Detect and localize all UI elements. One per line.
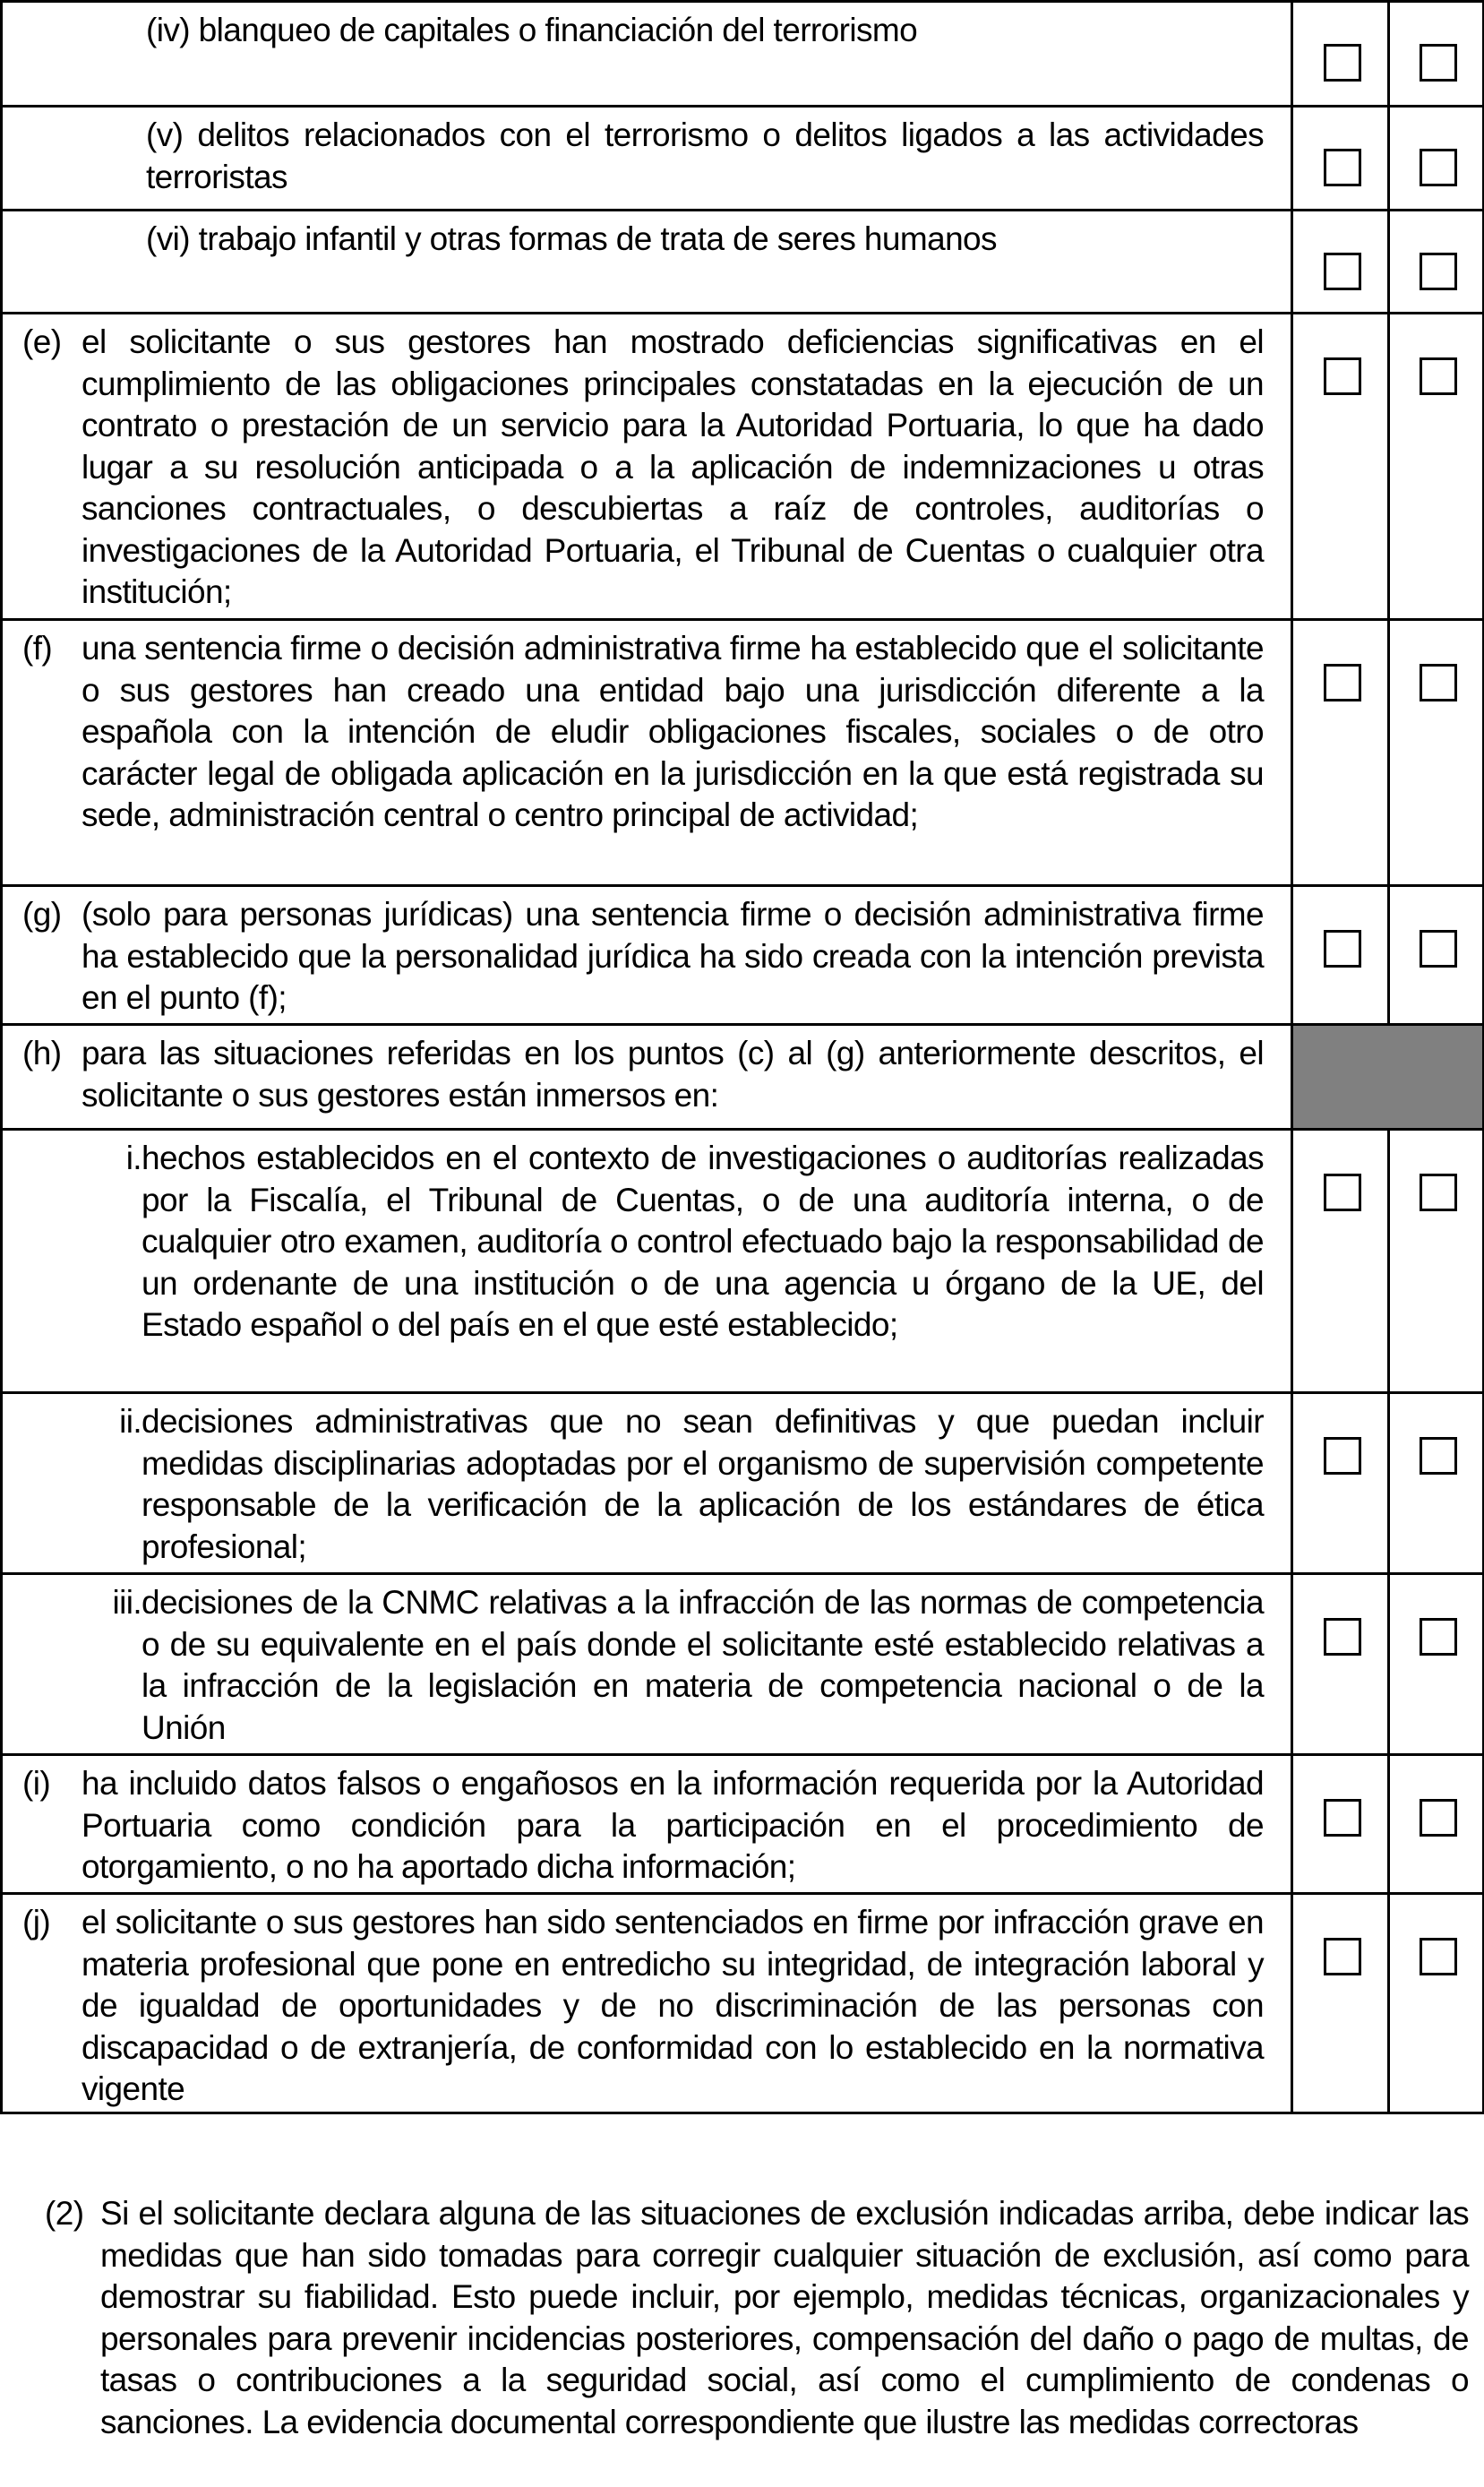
yes-cell [1292, 886, 1389, 1025]
yes-cell [1292, 620, 1389, 886]
no-checkbox[interactable] [1420, 1799, 1457, 1837]
yes-cell [1292, 107, 1389, 211]
row-label: (j) [22, 1904, 51, 1941]
row-text: delitos relacionados con el terrorismo o delitos ligados a las actividades terroristas [146, 116, 1264, 195]
row-text: hechos establecidos en el contexto de investigaciones o auditorías realizadas por la Fiscalía, el Tribunal de Cuentas, o de una auditoría interna, o de cualquier otro examen, auditoría o control efectuado bajo la responsabilidad de un ordenante de una institución o de una agencia u órgano de la UE, del Estado español o del país en el que esté establecido; [142, 1140, 1264, 1343]
no-cell [1389, 1130, 1484, 1393]
paragraph-label: (2) [45, 2195, 84, 2232]
no-checkbox[interactable] [1420, 149, 1457, 186]
row-text-cell [2, 314, 1292, 620]
row-label: (i) [22, 1765, 51, 1802]
no-checkbox[interactable] [1420, 253, 1457, 290]
no-cell [1389, 107, 1484, 211]
row-text-cell [2, 2, 1292, 107]
row-text: ha incluido datos falsos o engañosos en la información requerida por la Autoridad Portuaria como condición para la participación en el procedimiento de otorgamiento, o no ha aportado dicha información; [81, 1765, 1264, 1885]
table-row [2, 1130, 1484, 1393]
paragraph-text: Si el solicitante declara alguna de las situaciones de exclusión indicadas arriba, debe indicar las medidas que han sido tomadas para corregir cualquier situación de exclusión, así como para demostrar su fiabilidad. Esto puede incluir, por ejemplo, medidas técnicas, organizacionales y personales para prevenir incidencias posteriores, compensación del daño o pago de multas, de tasas o contribuciones a la seguridad social, así como el cumplimiento de condenas o sanciones. La evidencia documental correspondiente que ilustre las medidas correctoras [100, 2195, 1469, 2440]
no-checkbox[interactable] [1420, 1618, 1457, 1656]
table-row [2, 1025, 1484, 1130]
yes-cell [1292, 1393, 1389, 1574]
row-label: (h) [22, 1035, 62, 1071]
yes-checkbox[interactable] [1324, 1437, 1361, 1475]
yes-checkbox[interactable] [1324, 1938, 1361, 1975]
yes-checkbox[interactable] [1324, 1174, 1361, 1211]
row-text-cell [2, 1574, 1292, 1755]
yes-checkbox[interactable] [1324, 44, 1361, 82]
no-checkbox[interactable] [1420, 930, 1457, 968]
shaded-cell [1292, 1025, 1484, 1130]
no-cell [1389, 2, 1484, 107]
no-cell [1389, 1894, 1484, 2113]
table-row [2, 886, 1484, 1025]
table-row [2, 211, 1484, 314]
row-label: (f) [22, 630, 53, 667]
no-checkbox[interactable] [1420, 664, 1457, 701]
table-row [2, 107, 1484, 211]
row-text-cell [2, 1130, 1292, 1393]
yes-checkbox[interactable] [1324, 253, 1361, 290]
row-label: iii. [112, 1584, 142, 1621]
table-row [2, 1894, 1484, 2113]
row-text-cell [2, 211, 1292, 314]
row-text: el solicitante o sus gestores han sido sentenciados en firme por infracción grave en materia profesional que pone en entredicho su integridad, de integración laboral y de igualdad de oportunidades y de no discriminación de las personas con discapacidad o de extranjería, de conformidad con lo establecido en la normativa vigente [81, 1904, 1264, 2107]
row-text: blanqueo de capitales o financiación del terrorismo [198, 12, 918, 48]
no-checkbox[interactable] [1420, 1174, 1457, 1211]
no-cell [1389, 211, 1484, 314]
yes-checkbox[interactable] [1324, 930, 1361, 968]
row-text: trabajo infantil y otras formas de trata de seres humanos [198, 220, 997, 257]
row-text-cell [2, 620, 1292, 886]
no-checkbox[interactable] [1420, 1938, 1457, 1975]
table-row [2, 1393, 1484, 1574]
row-label: (g) [22, 896, 62, 933]
row-text: el solicitante o sus gestores han mostrado deficiencias significativas en el cumplimiento de las obligaciones principales constatadas en la ejecución de un contrato o prestación de un servicio para la Autoridad Portuaria, lo que ha dado lugar a su resolución anticipada o a la aplicación de indemnizaciones u otras sanciones contractuales, o descubiertas a raíz de controles, auditorías o investigaciones de la Autoridad Portuaria, el Tribunal de Cuentas o cualquier otra institución; [81, 323, 1264, 610]
remedial-measures-paragraph [45, 2193, 1469, 2443]
yes-cell [1292, 1574, 1389, 1755]
row-text-cell [2, 107, 1292, 211]
yes-cell [1292, 1894, 1389, 2113]
row-text: decisiones de la CNMC relativas a la infracción de las normas de competencia o de su equivalente en el país donde el solicitante esté establecido relativas a la infracción de la legislación en materia de competencia nacional o de la Unión [142, 1584, 1264, 1746]
table-row [2, 1574, 1484, 1755]
yes-cell [1292, 314, 1389, 620]
table-row [2, 314, 1484, 620]
row-text-cell [2, 886, 1292, 1025]
row-label: (vi) [146, 220, 190, 257]
no-cell [1389, 314, 1484, 620]
no-cell [1389, 1574, 1484, 1755]
row-text-cell [2, 1393, 1292, 1574]
no-cell [1389, 1755, 1484, 1894]
yes-checkbox[interactable] [1324, 664, 1361, 701]
yes-checkbox[interactable] [1324, 1799, 1361, 1837]
row-text-cell [2, 1755, 1292, 1894]
yes-cell [1292, 1755, 1389, 1894]
row-text-cell [2, 1894, 1292, 2113]
row-label: (iv) [146, 12, 190, 48]
row-label: (e) [22, 323, 62, 360]
yes-checkbox[interactable] [1324, 1618, 1361, 1656]
yes-checkbox[interactable] [1324, 149, 1361, 186]
no-checkbox[interactable] [1420, 1437, 1457, 1475]
row-text: (solo para personas jurídicas) una sentencia firme o decisión administrativa firme ha establecido que la personalidad jurídica ha sido creada con la intención prevista en el punto (f); [81, 896, 1264, 1016]
row-text-cell [2, 1025, 1292, 1130]
row-text: una sentencia firme o decisión administrativa firme ha establecido que el solicitante o sus gestores han creado una entidad bajo una jurisdicción diferente a la española con la intención de eludir obligaciones fiscales, sociales o de otro carácter legal de obligada aplicación en la jurisdicción en la que está registrada su sede, administración central o centro principal de actividad; [81, 630, 1264, 833]
row-label: i. [125, 1140, 142, 1176]
row-text: para las situaciones referidas en los puntos (c) al (g) anteriormente descritos, el solicitante o sus gestores están inmersos en: [81, 1035, 1264, 1114]
table-row [2, 1755, 1484, 1894]
row-label: (v) [146, 116, 184, 153]
no-cell [1389, 886, 1484, 1025]
no-cell [1389, 620, 1484, 886]
yes-cell [1292, 2, 1389, 107]
yes-cell [1292, 211, 1389, 314]
no-checkbox[interactable] [1420, 357, 1457, 395]
table-row [2, 2, 1484, 107]
no-cell [1389, 1393, 1484, 1574]
row-text: decisiones administrativas que no sean definitivas y que puedan incluir medidas disciplinarias adoptadas por el organismo de supervisión competente responsable de la verificación de la aplicación de los estándares de ética profesional; [142, 1403, 1264, 1565]
yes-checkbox[interactable] [1324, 357, 1361, 395]
yes-cell [1292, 1130, 1389, 1393]
table-row [2, 620, 1484, 886]
row-label: ii. [119, 1403, 142, 1440]
no-checkbox[interactable] [1420, 44, 1457, 82]
